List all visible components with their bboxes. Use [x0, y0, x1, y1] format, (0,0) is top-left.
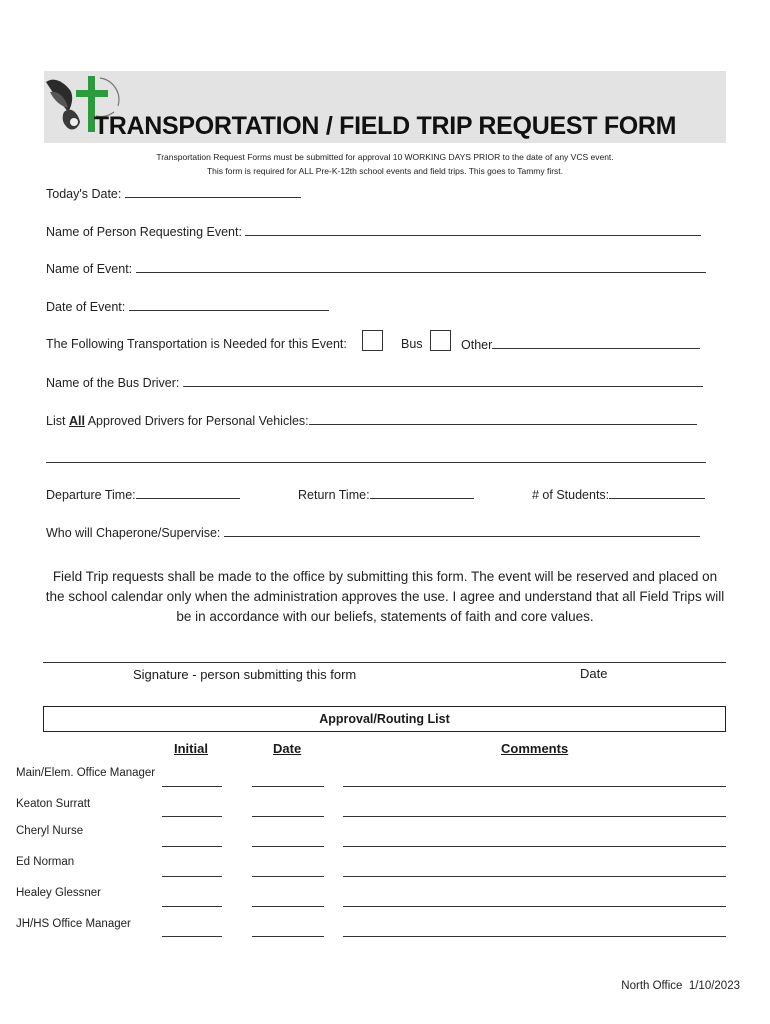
comments-line[interactable]	[343, 876, 726, 877]
date-line[interactable]	[252, 816, 324, 817]
transport-needed-label: The Following Transportation is Needed for this Event:	[46, 337, 347, 351]
approver-name: Ed Norman	[16, 856, 75, 868]
subtitle-deadline: Transportation Request Forms must be submitted for approval 10 WORKING DAYS PRIOR to the date of any VCS event.	[156, 152, 614, 162]
num-students-label: # of Students:	[532, 488, 610, 502]
bus-driver-field[interactable]	[46, 375, 703, 390]
approved-drivers-field[interactable]	[46, 413, 697, 428]
signature-line[interactable]	[43, 662, 726, 663]
person-requesting-line[interactable]	[245, 224, 701, 236]
footer-office-date: North Office 1/10/2023	[621, 980, 740, 992]
event-name-line[interactable]	[136, 261, 706, 273]
approved-drivers-all-word: All	[68, 414, 85, 428]
todays-date-label: Today's Date:	[46, 187, 122, 201]
initial-line[interactable]	[162, 876, 222, 877]
column-comments: Comments	[501, 741, 569, 756]
return-time-field[interactable]	[298, 487, 474, 502]
event-date-label: Date of Event:	[46, 300, 126, 314]
comments-line[interactable]	[343, 906, 726, 907]
transport-checkbox-2[interactable]	[430, 330, 451, 351]
approver-name: Keaton Surratt	[16, 798, 91, 810]
other-line[interactable]	[492, 337, 700, 349]
approver-name: Cheryl Nurse	[16, 825, 84, 837]
return-time-label: Return Time:	[298, 488, 370, 502]
comments-line[interactable]	[343, 936, 726, 937]
departure-time-label: Departure Time:	[46, 488, 136, 502]
num-students-line[interactable]	[609, 487, 705, 499]
event-name-field[interactable]	[46, 261, 706, 276]
approved-drivers-list-word: List	[46, 414, 66, 428]
event-date-field[interactable]	[46, 299, 329, 314]
bus-driver-label: Name of the Bus Driver:	[46, 376, 180, 390]
signature-date-label: Date	[580, 666, 608, 681]
initial-line[interactable]	[162, 906, 222, 907]
approved-drivers-line[interactable]	[309, 413, 697, 425]
departure-time-field[interactable]	[46, 487, 240, 502]
num-students-field[interactable]	[532, 487, 705, 502]
signature-label: Signature - person submitting this form	[133, 667, 357, 682]
date-line[interactable]	[252, 936, 324, 937]
approver-name: JH/HS Office Manager	[16, 918, 131, 930]
approver-name: Main/Elem. Office Manager	[16, 767, 156, 779]
todays-date-line[interactable]	[125, 186, 301, 198]
event-name-label: Name of Event:	[46, 262, 133, 276]
date-line[interactable]	[252, 876, 324, 877]
comments-line[interactable]	[343, 846, 726, 847]
agreement-paragraph: Field Trip requests shall be made to the office by submitting this form. The event will be reserved and placed on the school calendar only when the administration approves the use. I agree and understand that all Field Trips will be in accordance with our beliefs, statements of faith and core values.	[45, 569, 725, 624]
date-line[interactable]	[252, 786, 324, 787]
approver-name: Healey Glessner	[16, 887, 102, 899]
person-requesting-label: Name of Person Requesting Event:	[46, 225, 242, 239]
subtitle-requirement: This form is required for ALL Pre-K-12th school events and field trips. This goes to Tammy first.	[206, 166, 564, 176]
transport-checkbox-1[interactable]	[362, 330, 383, 351]
date-line[interactable]	[252, 906, 324, 907]
initial-line[interactable]	[162, 936, 222, 937]
approved-drivers-label: Approved Drivers for Personal Vehicles:	[87, 414, 309, 428]
date-line[interactable]	[252, 846, 324, 847]
person-requesting-field[interactable]	[46, 224, 701, 239]
event-date-line[interactable]	[129, 299, 329, 311]
chaperone-line[interactable]	[224, 525, 700, 537]
initial-line[interactable]	[162, 786, 222, 787]
other-field[interactable]	[461, 337, 700, 352]
bus-label: Bus	[401, 337, 423, 351]
initial-line[interactable]	[162, 816, 222, 817]
bus-driver-line[interactable]	[183, 375, 703, 387]
chaperone-field[interactable]	[46, 525, 700, 540]
other-label: Other	[461, 338, 493, 352]
comments-line[interactable]	[343, 786, 726, 787]
approved-drivers-extra-line[interactable]	[46, 462, 706, 463]
column-date: Date	[273, 741, 302, 756]
page-title: TRANSPORTATION / FIELD TRIP REQUEST FORM	[93, 112, 677, 140]
initial-line[interactable]	[162, 846, 222, 847]
approval-header-box: Approval/Routing List	[43, 706, 726, 732]
comments-line[interactable]	[343, 816, 726, 817]
chaperone-label: Who will Chaperone/Supervise:	[46, 526, 221, 540]
column-initial: Initial	[174, 741, 208, 756]
return-time-line[interactable]	[370, 487, 474, 499]
departure-time-line[interactable]	[136, 487, 240, 499]
todays-date-field[interactable]	[46, 186, 301, 201]
